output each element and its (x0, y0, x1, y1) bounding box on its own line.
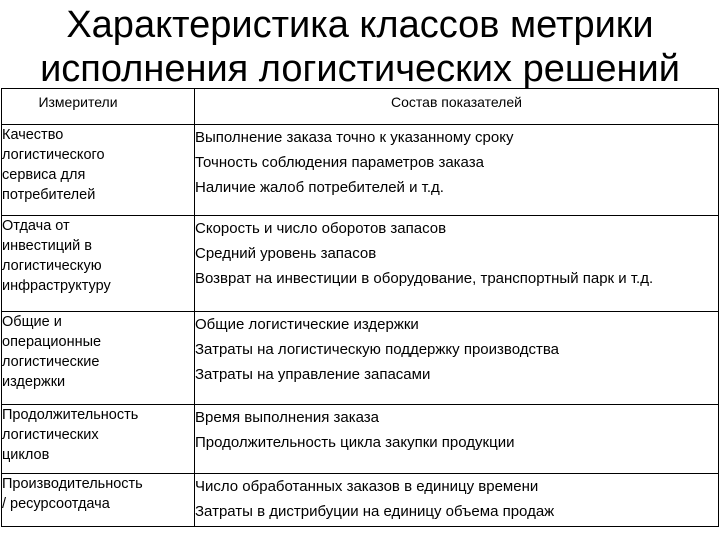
measure-cell (2, 312, 195, 405)
table-header-row (2, 89, 719, 125)
measure-cell (2, 216, 195, 312)
title-line-2: исполнения логистических решений (40, 48, 680, 90)
indicator-item: Затраты на логистическую поддержку производства (195, 341, 559, 358)
indicator-item: Затраты в дистрибуции на единицу объема продаж (195, 503, 555, 520)
measure-line: Качество (2, 127, 64, 143)
measure-line: логистических (2, 427, 99, 443)
composition-cell (195, 474, 719, 527)
measure-line: издержки (2, 374, 66, 390)
measure-line: инвестиций в (2, 238, 92, 254)
measure-line: циклов (2, 447, 50, 463)
header-composition: Состав показателей (195, 89, 719, 125)
indicator-item: Общие логистические издержки (195, 316, 419, 333)
measure-line: Продолжительность (2, 407, 139, 423)
measure-line: логистического (2, 147, 105, 163)
measure-line: Общие и (2, 314, 62, 330)
measure-line: потребителей (2, 187, 96, 203)
composition-cell (195, 216, 719, 312)
table-row (2, 405, 719, 474)
table-row (2, 474, 719, 527)
composition-cell (195, 312, 719, 405)
title-line-1: Характеристика классов метрики (66, 4, 654, 46)
indicator-item: Число обработанных заказов в единицу времени (195, 478, 539, 495)
header-measures: Измерители (2, 89, 195, 125)
indicator-item: Наличие жалоб потребителей и т.д. (195, 179, 444, 196)
indicator-item: Время выполнения заказа (195, 409, 380, 426)
indicator-item: Возврат на инвестиции в оборудование, транспортный парк и т.д. (195, 270, 654, 287)
metrics-table (1, 88, 719, 527)
measure-line: инфраструктуру (2, 278, 111, 294)
slide-title (0, 3, 720, 91)
measure-cell (2, 125, 195, 216)
measure-line: логистические (2, 354, 100, 370)
indicator-item: Средний уровень запасов (195, 245, 377, 262)
table-row (2, 125, 719, 216)
composition-cell (195, 125, 719, 216)
composition-cell (195, 405, 719, 474)
measure-cell (2, 405, 195, 474)
indicator-item: Продолжительность цикла закупки продукции (195, 434, 515, 451)
measure-line: Производительность (2, 476, 143, 492)
table-row (2, 216, 719, 312)
indicator-item: Затраты на управление запасами (195, 366, 431, 383)
indicator-item: Точность соблюдения параметров заказа (195, 154, 484, 171)
measure-line: логистическую (2, 258, 102, 274)
table-row (2, 312, 719, 405)
indicator-item: Скорость и число оборотов запасов (195, 220, 447, 237)
measure-line: сервиса для (2, 167, 86, 183)
measure-line: Отдача от (2, 218, 70, 234)
measure-cell (2, 474, 195, 527)
indicator-item: Выполнение заказа точно к указанному сроку (195, 129, 514, 146)
measure-line: операционные (2, 334, 102, 350)
measure-line: / ресурсоотдача (2, 496, 110, 512)
